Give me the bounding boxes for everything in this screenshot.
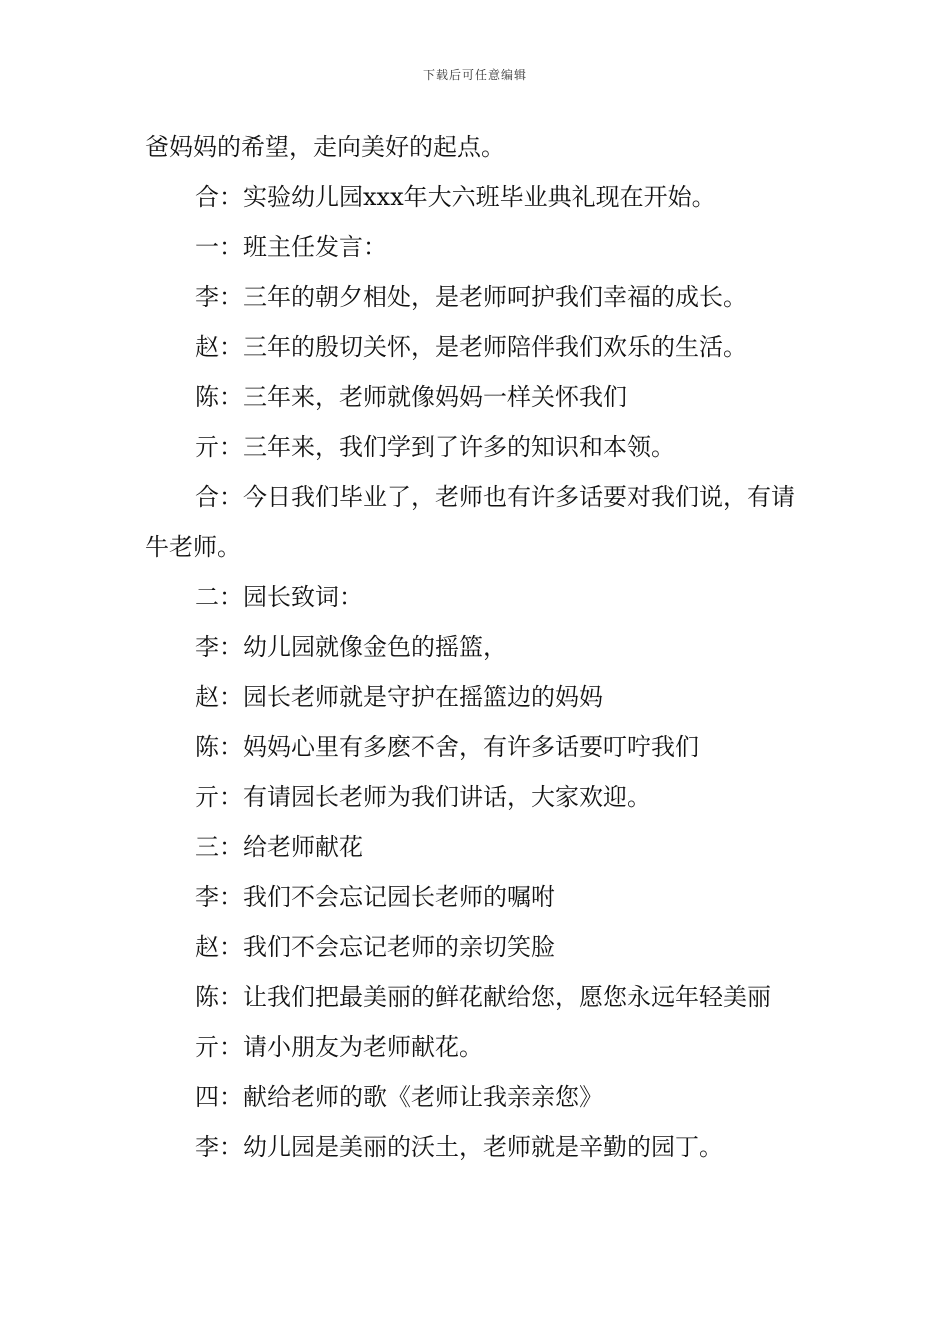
section-heading: 三：给老师献花 <box>195 833 363 861</box>
section-heading: 二：园长致词： <box>195 583 363 611</box>
paragraph: 合：实验幼儿园xxx年大六班毕业典礼现在开始。 <box>195 183 716 211</box>
paragraph: 李：幼儿园就像金色的摇篮， <box>195 633 507 661</box>
paragraph: 亓：三年来，我们学到了许多的知识和本领。 <box>195 433 675 461</box>
page-header: 下载后可任意编辑 <box>422 68 527 82</box>
paragraph: 赵：我们不会忘记老师的亲切笑脸 <box>195 933 555 961</box>
paragraph: 陈：让我们把最美丽的鲜花献给您，愿您永远年轻美丽 <box>195 983 771 1011</box>
paragraph: 陈：三年来，老师就像妈妈一样关怀我们 <box>195 383 627 411</box>
paragraph: 李：幼儿园是美丽的沃土，老师就是辛勤的园丁。 <box>195 1133 723 1161</box>
paragraph: 亓：请小朋友为老师献花。 <box>195 1033 483 1061</box>
paragraph: 赵：三年的殷切关怀，是老师陪伴我们欢乐的生活。 <box>195 333 747 361</box>
section-heading: 四：献给老师的歌《老师让我亲亲您》 <box>195 1083 603 1111</box>
paragraph: 爸妈妈的希望，走向美好的起点。 <box>145 133 505 161</box>
paragraph: 合：今日我们毕业了，老师也有许多话要对我们说，有请牛老师。 <box>145 483 795 561</box>
paragraph: 李：三年的朝夕相处，是老师呵护我们幸福的成长。 <box>195 283 747 311</box>
document-body <box>145 122 815 1172</box>
paragraph: 陈：妈妈心里有多麽不舍，有许多话要叮咛我们 <box>195 733 699 761</box>
paragraph: 赵：园长老师就是守护在摇篮边的妈妈 <box>195 683 603 711</box>
paragraph: 亓：有请园长老师为我们讲话，大家欢迎。 <box>195 783 651 811</box>
section-heading: 一：班主任发言： <box>195 233 387 261</box>
paragraph: 李：我们不会忘记园长老师的嘱咐 <box>195 883 555 911</box>
